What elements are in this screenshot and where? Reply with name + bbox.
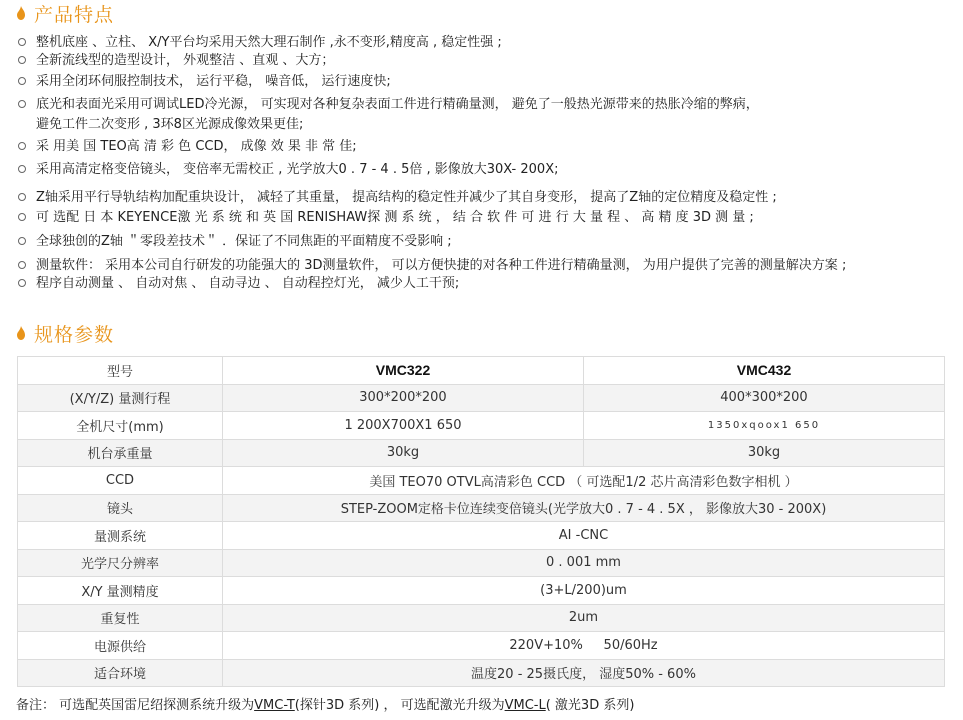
row-value: (3+L/200)um [223,577,945,605]
note-prefix: 备注： 可选配英国雷尼绍探测系统升级为 [16,698,255,713]
row-value: 温度20 - 25摄氏度， 湿度50% - 60% [223,659,945,687]
table-row [18,439,945,467]
bullet-icon [18,165,26,173]
bullet-icon [18,100,26,108]
row-value: 300*200*200 [223,384,584,412]
table-row [18,632,945,660]
row-value: 30kg [223,439,584,467]
row-label: 重复性 [18,604,223,632]
features-title-text: 产品特点 [34,3,115,26]
bullet-icon [18,213,26,221]
table-row [18,384,945,412]
bullet-icon [18,279,26,287]
row-value: 2um [223,604,945,632]
table-row [18,467,945,495]
row-label: 量测系统 [18,522,223,550]
row-value: 30kg [584,439,945,467]
row-label: 光学尺分辨率 [18,549,223,577]
spec-table [17,356,945,687]
table-header-row [18,357,945,385]
spec-title-text: 规格参数 [34,323,115,346]
header-model-1: VMC322 [223,357,584,385]
table-row [18,494,945,522]
row-label: 机台承重量 [18,439,223,467]
bullet-icon [18,77,26,85]
row-label: 镜头 [18,494,223,522]
row-value: 220V+10% 50/60Hz [223,632,945,660]
row-value: AI -CNC [223,522,945,550]
vmc-t-link[interactable]: VMC-T [254,698,295,713]
row-label: X/Y 量测精度 [18,577,223,605]
features-title [16,0,114,26]
vmc-l-link[interactable]: VMC-L [504,698,546,713]
spec-title [16,320,114,346]
flame-icon [16,6,26,20]
row-label: 电源供给 [18,632,223,660]
row-label: CCD [18,467,223,495]
row-value: STEP-ZOOM定格卡位连续变倍镜头(光学放大0 . 7 - 4 . 5X ， 影像放大30 - 200X) [223,494,945,522]
note-suffix: ( 激光3D 系列) [545,698,635,713]
bullet-icon [18,261,26,269]
row-value: 1350xqoox1 650 [584,412,945,440]
row-label: (X/Y/Z) 量测行程 [18,384,223,412]
header-label: 型号 [18,357,223,385]
row-label: 全机尺寸(mm) [18,412,223,440]
table-row [18,522,945,550]
bullet-icon [18,56,26,64]
table-row [18,549,945,577]
table-row [18,659,945,687]
row-label: 适合环境 [18,659,223,687]
row-value: 0 . 001 mm [223,549,945,577]
row-value: 美国 TEO70 OTVL高清彩色 CCD （ 可选配1/2 芯片高清彩色数字相机 ） [223,467,945,495]
table-row [18,577,945,605]
row-value: 400*300*200 [584,384,945,412]
bullet-icon [18,193,26,201]
bullet-icon [18,38,26,46]
header-model-2: VMC432 [584,357,945,385]
bullet-icon [18,142,26,150]
footnote [16,694,634,713]
flame-icon [16,326,26,340]
bullet-icon [18,237,26,245]
table-row [18,412,945,440]
note-mid: (探针3D 系列) ， 可选配激光升级为 [294,698,505,713]
row-value: 1 200X700X1 650 [223,412,584,440]
table-row [18,604,945,632]
